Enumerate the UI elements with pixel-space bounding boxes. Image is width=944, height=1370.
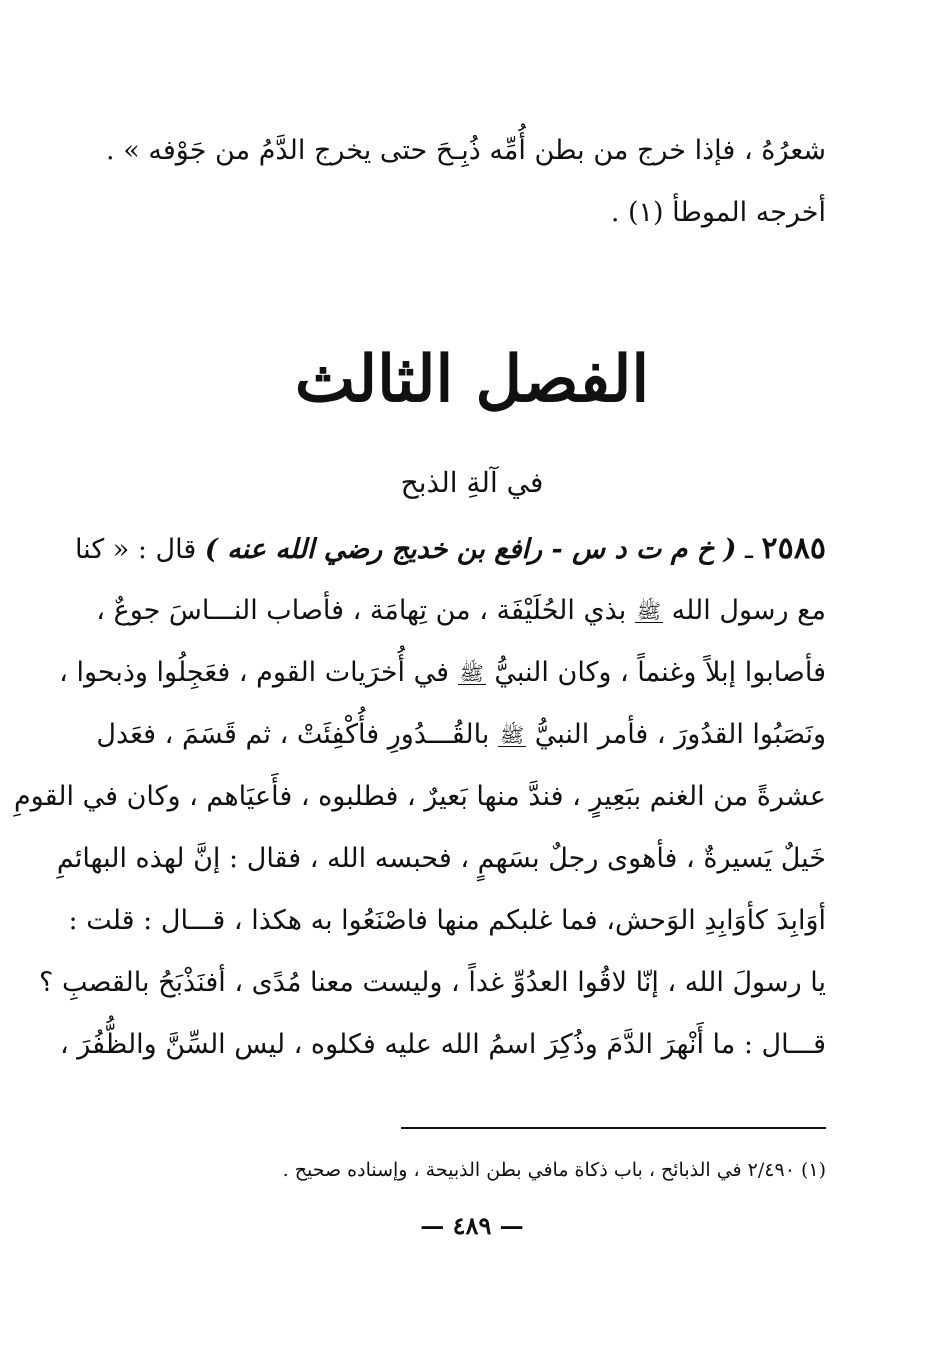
chapter-subtitle: في آلةِ الذبح — [400, 466, 544, 499]
text-segment: قال : « كنا — [74, 534, 197, 565]
hadith-text — [13, 518, 826, 1076]
footnote-divider — [401, 1127, 826, 1129]
footnote: (١) ٢/٤٩٠ في الذبائح ، باب ذكاة مافي بطن الذبيحة ، وإسناده صحيح . — [282, 1159, 826, 1181]
text-line: يا رسولَ الله ، إنّا لاقُوا العدُوِّ غداً ، وليست معنا مُدًى ، أفنَذْبَحُ بالقصبِ ؟ — [39, 967, 826, 998]
text-line: شعرُهُ ، فإذا خرج من بطن أُمِّه ذُبِـحَ حتى يخرج الدَّمُ من جَوْفه » . — [106, 135, 826, 166]
text-segment: في أُخرَيات القوم ، فعَجِلُوا وذبحوا ، — [59, 657, 450, 688]
dash: ـ — [745, 534, 753, 565]
text-segment: بذي الحُلَيْفَة ، من تِهامَة ، فأصاب النـــاسَ جوعٌ ، — [96, 595, 627, 626]
salutation-glyph: ﷺ — [459, 661, 484, 685]
text-line: أخرجه الموطأ (١) . — [610, 197, 826, 228]
text-line — [96, 704, 826, 766]
salutation-glyph: ﷺ — [636, 599, 662, 623]
text-line: خَيلٌ يَسيرةٌ ، فأهوى رجلٌ بسَهمٍ ، فحبسه الله ، فقال : إنَّ لهذه البهائمِ — [56, 843, 826, 874]
hadith-number: ٢٥٨٥ — [761, 531, 826, 566]
text-segment: بالقُـــدُورِ فأُكْفِئَتْ ، ثم قَسَمَ ، فعَدل — [96, 719, 490, 750]
text-line: قـــال : ما أَنْهرَ الدَّمَ وذُكِرَ اسمُ الله عليه فكلوه ، ليس السِّنَّ والظُّفُرَ ، — [59, 1029, 826, 1060]
text-segment: مع رسول الله — [671, 595, 826, 626]
text-segment: ونَصَبُوا القدُورَ ، فأمر النبيُّ — [534, 719, 826, 750]
hadith-source: ( خ م ت د س - رافع بن خديج رضي الله عنه ) — [204, 534, 737, 565]
text-line: عشرةً من الغنم ببَعِيرٍ ، فندَّ منها بَعيرٌ ، فطلبوه ، فأَعيَاهم ، وكان في القومِ — [13, 781, 826, 812]
text-line — [74, 518, 826, 580]
text-segment: فأصابوا إبلاً وغنماً ، وكان النبيُّ — [494, 657, 826, 688]
text-line — [59, 642, 826, 704]
continued-text — [106, 120, 826, 244]
chapter-title: الفصل الثالث — [294, 342, 650, 417]
salutation-glyph: ﷺ — [499, 723, 525, 747]
page-number: — ٤٨٩ — — [420, 1211, 524, 1240]
text-line — [96, 580, 826, 642]
text-line: أوَابِدَ كأوَابِدِ الوَحش، فما غلبكم منها فاصْنَعُوا به هكذا ، قـــال : قلت : — [68, 905, 826, 936]
